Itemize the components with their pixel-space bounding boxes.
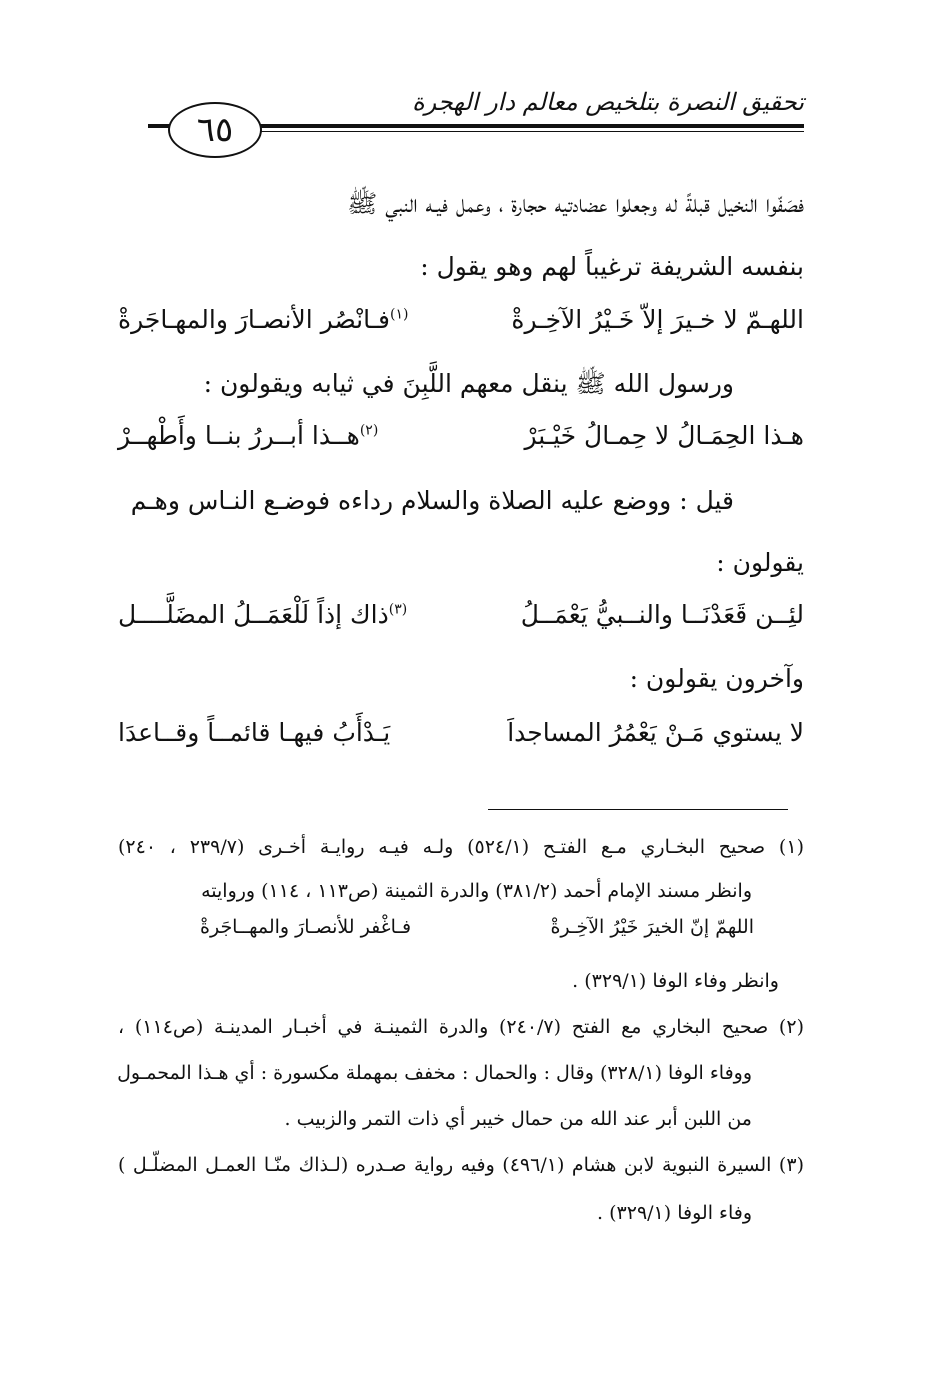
page-number-oval — [168, 102, 262, 158]
verse-3-second-hemistich: $^{(٣)}$ذاك إذاً لَلْعَمَــلُ المضَلَّــــل — [118, 600, 408, 629]
header-rule-thin — [258, 131, 804, 132]
verse-4-second-hemistich: يَـدْأَبُ فيهـا قائمــاً وقــاعدَا — [118, 718, 391, 747]
footnote-1-verse — [200, 916, 754, 946]
footnote-1-verse-second: فـاغْفر للأنصـارَ والمهــاجَرةْ — [200, 916, 412, 938]
verse-2-second-hemistich: $^{(٢)}$هــذا أبــررُ بنــا وأَطْهــرْ — [118, 421, 379, 450]
header-rule-thick — [258, 124, 804, 128]
verse-4 — [118, 718, 804, 758]
footnote-1-line-2: وانظر مسند الإمام أحمد (٣٨١/٢) والدرة الثمينة (ص١١٣ ، ١١٤) وروايته — [201, 880, 752, 902]
footnote-separator — [488, 809, 788, 810]
footnote-2-line-3: من اللبن أبر عند الله من حمال خيبر أي ذات التمر والزبيب . — [284, 1108, 752, 1130]
running-title: تحقيق النصرة بتلخيص معالم دار الهجرة — [412, 88, 804, 116]
footnote-3-line-1: (٣) السيرة النبوية لابن هشام (٤٩٦/١) وفيه رواية صـدره (لـذاك منّـا العمـل المضلّـل ) — [118, 1154, 804, 1176]
body-line-3: ورسول الله ﷺ ينقل معهم اللَّبِنَ في ثيابه ويقولون : — [203, 369, 734, 398]
verse-2-first-hemistich: هـذا الحِمَـالُ لا حِمـالُ خَيْـبَرْ — [524, 421, 804, 450]
verse-2 — [118, 421, 804, 461]
body-line-5: يقولون : — [716, 548, 804, 577]
page-number: ٦٥ — [196, 110, 234, 150]
body-line-2: بنفسه الشريفة ترغيباً لهم وهو يقول : — [420, 252, 804, 281]
verse-3 — [118, 600, 804, 640]
footnote-1-line-1: (١) صحيح البخـاري مـع الفتـح (٥٢٤/١) ولـه فيـه روايـة أخـرى (٢٣٩/٧ ، ٢٤٠) — [118, 836, 804, 858]
footnote-ref-3: (٣) — [388, 601, 408, 618]
footnote-ref-1: (١) — [389, 306, 409, 323]
footnote-2-line-2: ووفاء الوفا (٣٢٨/١) وقال : والحمال : مخفف بمهملة مكسورة : أي هـذا المحمـول — [117, 1062, 752, 1084]
footnote-1-verse-first: اللهمّ إنّ الخيرَ خَيْرُ الآخِـرةْ — [550, 916, 754, 938]
body-line-1: فصَفّوا النخيل قبلةً له وجعلوا عضادتيه حجارة ، وعمل فيـه النبي ﷺ — [347, 189, 804, 218]
footnote-3-line-2: وفاء الوفا (٣٢٩/١) . — [597, 1202, 752, 1224]
body-line-4: قيل : ووضع عليه الصلاة والسلام رداءه فوضـع النـاس وهـم — [130, 486, 734, 515]
verse-1-first-hemistich: اللهـمّ لا خـيرَ إلاّ خَـيْرُ الآخِـرةْ — [511, 305, 804, 334]
header-rule-left — [148, 124, 170, 128]
body-line-6: وآخرون يقولون : — [629, 664, 804, 693]
footnote-1-line-3: وانظر وفاء الوفا (٣٢٩/١) . — [572, 970, 779, 992]
verse-4-first-hemistich: لا يستوي مَـنْ يَعْمُرُ المساجداَ — [507, 718, 804, 747]
footnote-ref-2: (٢) — [359, 422, 379, 439]
verse-1 — [118, 305, 804, 345]
footnote-2-line-1: (٢) صحيح البخاري مع الفتح (٢٤٠/٧) والدرة الثمينـة في أخبـار المدينـة (ص١١٤) ، — [118, 1016, 804, 1038]
verse-3-first-hemistich: لئِــن قَعَدْنَــا والنــبيُّ يَعْمَــلُ — [520, 600, 804, 629]
verse-1-second-hemistich: $^{(١)}$فـانْصُر الأنصـارَ والمهـاجَرةْ — [118, 305, 409, 334]
